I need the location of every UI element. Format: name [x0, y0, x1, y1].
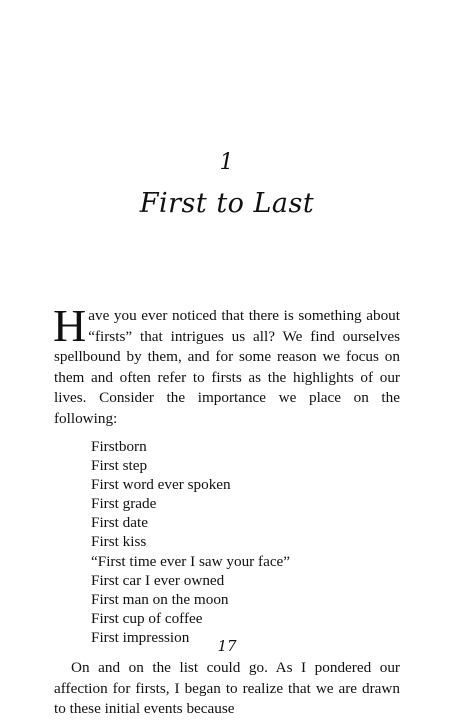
body-text: [53, 300, 400, 720]
drop-cap: H: [53, 300, 87, 351]
page-number: 17: [217, 637, 237, 655]
opening-paragraph-text: ave you ever noticed that there is something about “firsts” that intrigues us all? We find ourselves spellbound by them, and for some reason we focus on them and often refer to firsts as the highlights of our lives. Consider the importance we place on the following:: [54, 307, 400, 427]
list-item: First date: [91, 514, 148, 532]
opening-paragraph: [53, 300, 400, 429]
list-item: First word ever spoken: [91, 476, 231, 494]
list-item: Firstborn: [91, 438, 147, 455]
list-item: “First time ever I saw your face”: [91, 552, 291, 570]
list-item: First cup of coffee: [91, 609, 203, 627]
list-item: First man on the moon: [91, 590, 229, 608]
second-paragraph: On and on the list could go. As I pondered our affection for firsts, I began to realize that we are drawn to these initial events because: [54, 659, 400, 718]
list-item: First kiss: [91, 533, 147, 551]
list-item: First grade: [91, 495, 157, 513]
list-item: First impression: [91, 628, 190, 646]
chapter-title: First to Last: [139, 188, 315, 219]
firsts-list: [54, 437, 400, 647]
list-item: First step: [91, 457, 148, 475]
list-item: First car I ever owned: [91, 571, 225, 589]
chapter-number: 1: [219, 150, 235, 175]
